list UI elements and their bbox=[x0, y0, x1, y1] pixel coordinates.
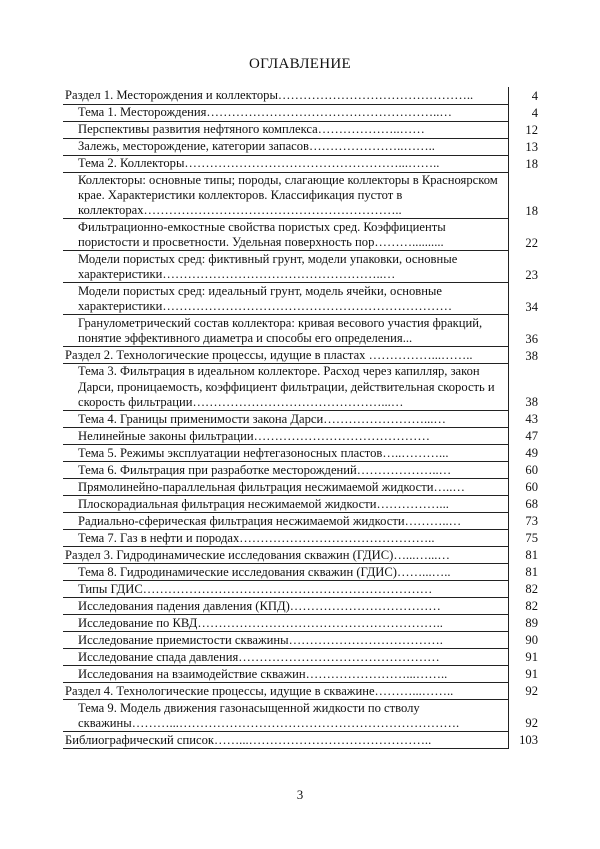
page-number: 3 bbox=[296, 787, 304, 802]
toc-entry-page: 12 bbox=[525, 122, 538, 137]
toc-entry-text: Нелинейные законы фильтрации…………………………………… bbox=[63, 428, 508, 445]
toc-entry bbox=[63, 649, 544, 666]
toc-entry-text: Радиально-сферическая фильтрация несжимаемой жидкости………..… bbox=[63, 513, 508, 530]
toc-entry-page: 60 bbox=[525, 480, 538, 495]
table-of-contents bbox=[63, 87, 544, 749]
toc-entry-text: Тема 6. Фильтрация при разработке месторождений………………..… bbox=[63, 462, 508, 479]
toc-entry-page: 103 bbox=[519, 733, 538, 748]
toc-entry-page: 82 bbox=[525, 582, 538, 597]
toc-entry bbox=[63, 315, 544, 347]
toc-entry bbox=[63, 683, 544, 700]
toc-entry-page: 91 bbox=[525, 667, 538, 682]
toc-entry-text: Модели пористых сред: идеальный грунт, модель ячейки, основные характеристики…………………………………………………………… bbox=[63, 283, 508, 315]
toc-entry-text: Перспективы развития нефтяного комплекса………………..…… bbox=[63, 121, 508, 138]
toc-entry-text: Раздел 4. Технологические процессы, идущие в скважине………...…….. bbox=[63, 683, 508, 700]
toc-entry bbox=[63, 104, 544, 121]
toc-entry-page: 38 bbox=[525, 348, 538, 363]
toc-entry bbox=[63, 411, 544, 428]
toc-entry-page: 43 bbox=[525, 412, 538, 427]
toc-entry bbox=[63, 547, 544, 564]
toc-entry bbox=[63, 428, 544, 445]
toc-entry-text: Исследование по КВД………………………………………………….. bbox=[63, 615, 508, 632]
toc-entry-page: 4 bbox=[531, 88, 538, 103]
toc-entry-page: 36 bbox=[525, 331, 538, 346]
toc-entry bbox=[63, 364, 544, 411]
toc-entry-text: Исследование приемистости скважины………………………………. bbox=[63, 632, 508, 649]
toc-entry-text: Тема 7. Газ в нефти и породах……………………………………….. bbox=[63, 530, 508, 547]
toc-entry bbox=[63, 172, 544, 219]
toc-entry bbox=[63, 155, 544, 172]
toc-entry bbox=[63, 598, 544, 615]
toc-entry-text: Исследование спада давления………………………………………… bbox=[63, 649, 508, 666]
toc-entry-text: Фильтрационно-емкостные свойства пористых сред. Коэффициенты пористости и просветности. Удельная поверхность пор……….......... bbox=[63, 219, 508, 251]
toc-entry bbox=[63, 666, 544, 683]
toc-entry-text: Коллекторы: основные типы; породы, слагающие коллекторы в Красноярском крае. Характеристики коллекторов. Классификация пустот в коллекторах…………………………………………………….. bbox=[63, 172, 508, 219]
toc-entry bbox=[63, 513, 544, 530]
toc-entry-page: 38 bbox=[525, 395, 538, 410]
toc-entry-text: Тема 5. Режимы эксплуатации нефтегазоносных пластов…..………... bbox=[63, 445, 508, 462]
toc-entry-text: Тема 2. Коллекторы……………………………………………...…….. bbox=[63, 155, 508, 172]
toc-entry-page: 47 bbox=[525, 429, 538, 444]
toc-entry-text: Прямолинейно-параллельная фильтрация несжимаемой жидкости…..… bbox=[63, 479, 508, 496]
toc-entry-page: 4 bbox=[531, 105, 538, 120]
toc-entry-page: 92 bbox=[525, 684, 538, 699]
toc-entry bbox=[63, 347, 544, 364]
toc-entry-text: Тема 9. Модель движения газонасыщенной жидкости по стволу скважины………...…………………………………………………………. bbox=[63, 700, 508, 732]
toc-entry-page: 18 bbox=[525, 203, 538, 218]
toc-entry bbox=[63, 530, 544, 547]
toc-entry-text: Гранулометрический состав коллектора: кривая весового участия фракций, понятие эффективного диаметра и способы его определения... bbox=[63, 315, 508, 347]
toc-entry bbox=[63, 121, 544, 138]
toc-entry-page: 82 bbox=[525, 599, 538, 614]
toc-title: ОГЛАВЛЕНИЕ bbox=[249, 56, 351, 72]
toc-entry-text: Залежь, месторождение, категории запасов…………………..…….. bbox=[63, 138, 508, 155]
toc-entry bbox=[63, 700, 544, 732]
toc-entry bbox=[63, 632, 544, 649]
toc-entry-text: Плоскорадиальная фильтрация несжимаемой жидкости……………... bbox=[63, 496, 508, 513]
toc-entry-page: 75 bbox=[525, 531, 538, 546]
toc-entry bbox=[63, 283, 544, 315]
toc-entry bbox=[63, 732, 544, 749]
toc-entry bbox=[63, 496, 544, 513]
toc-entry bbox=[63, 581, 544, 598]
toc-entry-page: 73 bbox=[525, 514, 538, 529]
toc-entry-page: 49 bbox=[525, 446, 538, 461]
toc-entry-page: 18 bbox=[525, 156, 538, 171]
toc-entry-page: 81 bbox=[525, 565, 538, 580]
toc-entry-text: Раздел 3. Гидродинамические исследования скважин (ГДИС)…...…...… bbox=[63, 547, 508, 564]
toc-entry-page: 92 bbox=[525, 716, 538, 731]
toc-entry-text: Модели пористых сред: фиктивный грунт, модели упаковки, основные характеристики……………………………………………..… bbox=[63, 251, 508, 283]
toc-entry bbox=[63, 615, 544, 632]
toc-entry-text: Тема 8. Гидродинамические исследования скважин (ГДИС)……...….. bbox=[63, 564, 508, 581]
toc-entry-page: 60 bbox=[525, 463, 538, 478]
toc-entry-text: Библиографический список……...…………………………………….. bbox=[63, 732, 508, 749]
toc-entry-page: 68 bbox=[525, 497, 538, 512]
toc-entry-page: 22 bbox=[525, 235, 538, 250]
toc-entry-text: Раздел 2. Технологические процессы, идущие в пластах ……………...…….. bbox=[63, 347, 508, 364]
toc-entry-text: Исследования падения давления (КПД)……………………………… bbox=[63, 598, 508, 615]
toc-entry bbox=[63, 479, 544, 496]
toc-entry-text: Тема 1. Месторождения………………………………………………..… bbox=[63, 104, 508, 121]
toc-entry-text: Тема 4. Границы применимости закона Дарси……………………...… bbox=[63, 411, 508, 428]
toc-entry-page: 89 bbox=[525, 616, 538, 631]
toc-entry bbox=[63, 445, 544, 462]
toc-entry bbox=[63, 462, 544, 479]
toc-entry-text: Типы ГДИС…………………………………………………………… bbox=[63, 581, 508, 598]
toc-entry-text: Раздел 1. Месторождения и коллекторы……………………………………….. bbox=[63, 87, 508, 104]
toc-entry-text: Исследования на взаимодействие скважин……………………...…….. bbox=[63, 666, 508, 683]
toc-entry-page: 81 bbox=[525, 548, 538, 563]
toc-entry bbox=[63, 251, 544, 283]
toc-entry bbox=[63, 87, 544, 104]
toc-entry bbox=[63, 564, 544, 581]
toc-entry-page: 90 bbox=[525, 633, 538, 648]
toc-entry bbox=[63, 138, 544, 155]
toc-entry-text: Тема 3. Фильтрация в идеальном коллекторе. Расход через капилляр, закон Дарси, проницаемость, коэффициент фильтрации, действительная скорость и скорость фильтрации………………………………………...… bbox=[63, 364, 508, 411]
toc-entry-page: 23 bbox=[525, 267, 538, 282]
toc-entry-page: 34 bbox=[525, 299, 538, 314]
toc-entry-page: 13 bbox=[525, 139, 538, 154]
toc-entry-page: 91 bbox=[525, 650, 538, 665]
toc-entry bbox=[63, 219, 544, 251]
